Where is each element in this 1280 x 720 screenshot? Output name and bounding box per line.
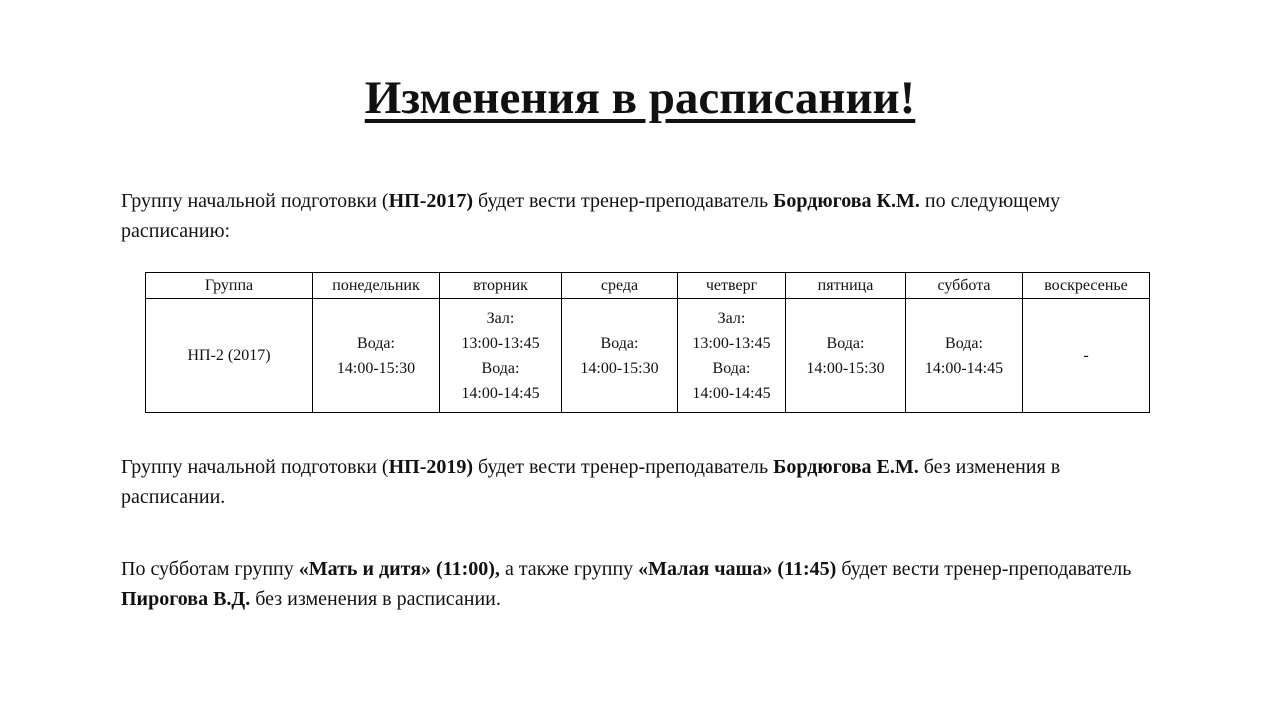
- header-cell-friday: пятница: [786, 273, 906, 299]
- cell-wednesday: [562, 299, 678, 413]
- cell-line: 14:00-14:45: [924, 359, 1004, 377]
- cell-line: 13:00-13:45: [461, 334, 540, 352]
- cell-line: Вода:: [712, 359, 751, 377]
- paragraph-np2019: [121, 452, 1161, 512]
- p2-text-1: Группу начальной подготовки (: [121, 456, 389, 478]
- cell-line: 14:00-14:45: [461, 384, 540, 402]
- cell-tuesday: [440, 299, 562, 413]
- table-row: [146, 299, 1150, 413]
- cell-line: Вода:: [600, 334, 639, 352]
- cell-saturday: [906, 299, 1023, 413]
- header-cell-sunday: воскресенье: [1023, 273, 1150, 299]
- schedule-table: [145, 272, 1150, 413]
- header-cell-wednesday: среда: [562, 273, 678, 299]
- header-cell-group: Группа: [146, 273, 313, 299]
- page-title-text: Изменения в расписании!: [364, 72, 916, 124]
- cell-line: 14:00-14:45: [692, 384, 771, 402]
- cell-monday: [313, 299, 440, 413]
- p3-group-mother-child: «Мать и дитя» (11:00),: [298, 558, 500, 580]
- p2-coach-name: Бордюгова Е.М.: [773, 456, 919, 478]
- p2-text-3: без изменения в расписании.: [121, 456, 1061, 508]
- cell-line: Зал:: [717, 309, 746, 327]
- cell-line: Зал:: [486, 309, 515, 327]
- paragraph-np2017: [121, 186, 1161, 246]
- cell-line: Вода:: [826, 334, 865, 352]
- p1-text-3: по следующему расписанию:: [121, 190, 1061, 242]
- p3-text-2: а также группу: [499, 558, 639, 580]
- p1-text-1: Группу начальной подготовки (: [121, 190, 389, 212]
- p3-group-small-bowl: «Малая чаша» (11:45): [638, 558, 837, 580]
- cell-line: 14:00-15:30: [580, 359, 659, 377]
- cell-line: 14:00-15:30: [806, 359, 885, 377]
- cell-line: Вода:: [357, 334, 395, 352]
- header-cell-saturday: суббота: [906, 273, 1023, 299]
- header-cell-thursday: четверг: [678, 273, 786, 299]
- cell-line: Вода:: [945, 334, 983, 352]
- cell-line: 14:00-15:30: [336, 359, 416, 377]
- p3-text-3: будет вести тренер-преподаватель: [836, 558, 1132, 580]
- cell-sunday: -: [1023, 299, 1150, 413]
- cell-thursday: [678, 299, 786, 413]
- p1-text-2: будет вести тренер-преподаватель: [473, 190, 774, 212]
- p3-coach-name: Пирогова В.Д.: [121, 588, 251, 610]
- p2-text-2: будет вести тренер-преподаватель: [473, 456, 774, 478]
- p2-group-name: НП-2019): [388, 456, 474, 478]
- p1-coach-name: Бордюгова К.М.: [773, 190, 920, 212]
- header-cell-monday: понедельник: [313, 273, 440, 299]
- header-cell-tuesday: вторник: [440, 273, 562, 299]
- page-title: [0, 66, 1280, 130]
- table-header-row: [146, 273, 1150, 299]
- cell-line: Вода:: [481, 359, 520, 377]
- cell-friday: [786, 299, 906, 413]
- paragraph-saturday-groups: [121, 554, 1161, 614]
- p1-group-name: НП-2017): [388, 190, 474, 212]
- cell-group: НП-2 (2017): [146, 299, 313, 413]
- cell-line: 13:00-13:45: [692, 334, 771, 352]
- p3-text-1: По субботам группу: [121, 558, 299, 580]
- p3-text-4: без изменения в расписании.: [250, 588, 501, 610]
